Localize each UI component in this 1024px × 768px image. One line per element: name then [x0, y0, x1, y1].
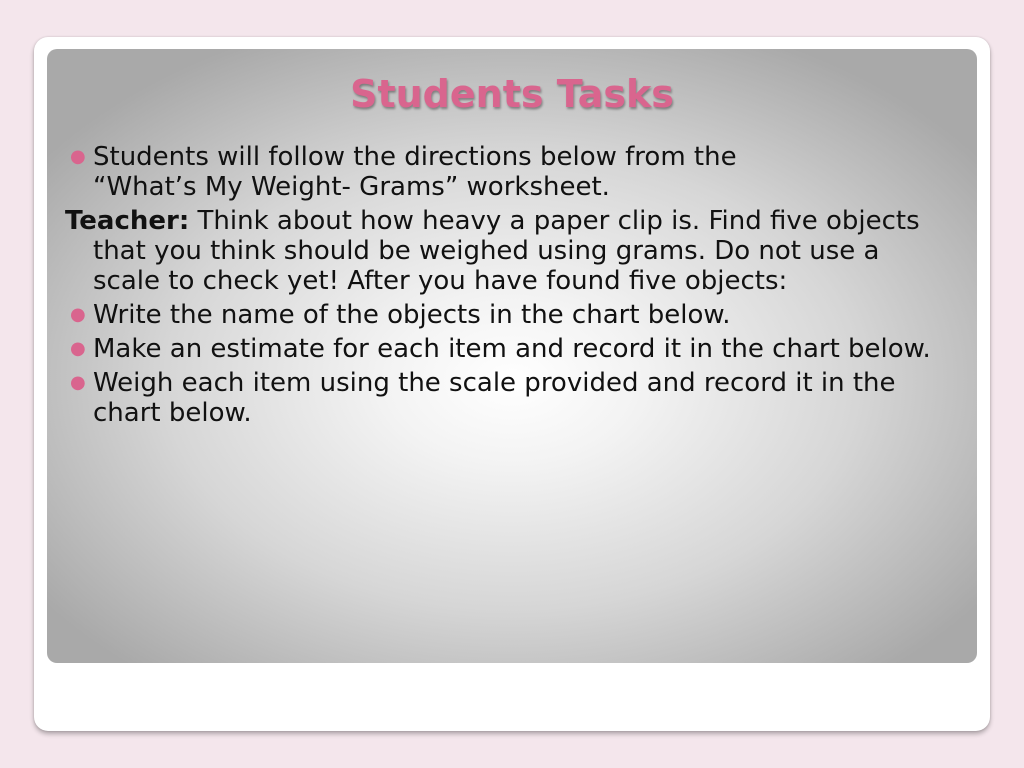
intro-line-1: Students will follow the directions below from the: [93, 142, 737, 172]
intro-line-2: “What’s My Weight- Grams” worksheet.: [93, 172, 610, 202]
list-item: [65, 334, 945, 364]
step-text: Weigh each item using the scale provided and record it in the chart below.: [93, 368, 896, 428]
list-item: [65, 368, 945, 428]
content-panel: [47, 49, 977, 663]
teacher-text: Think about how heavy a paper clip is. Find five objects that you think should be weighed using grams. Do not use a scale to check yet! After you have found five objects:: [93, 206, 920, 296]
bullet-dot-icon: ●: [70, 372, 86, 393]
slide-frame: [34, 37, 990, 731]
bullet-dot-icon: ●: [70, 338, 86, 359]
step-text: Write the name of the objects in the chart below.: [93, 300, 731, 330]
teacher-label: Teacher:: [65, 206, 190, 236]
teacher-paragraph: [47, 206, 945, 296]
list-item: [65, 300, 945, 330]
slide-body: [65, 142, 945, 432]
bullet-dot-icon: ●: [70, 146, 86, 167]
step-text: Make an estimate for each item and record it in the chart below.: [93, 334, 931, 364]
intro-bullet: [65, 142, 945, 202]
slide-title: Students Tasks: [350, 72, 674, 116]
bullet-dot-icon: ●: [70, 304, 86, 325]
